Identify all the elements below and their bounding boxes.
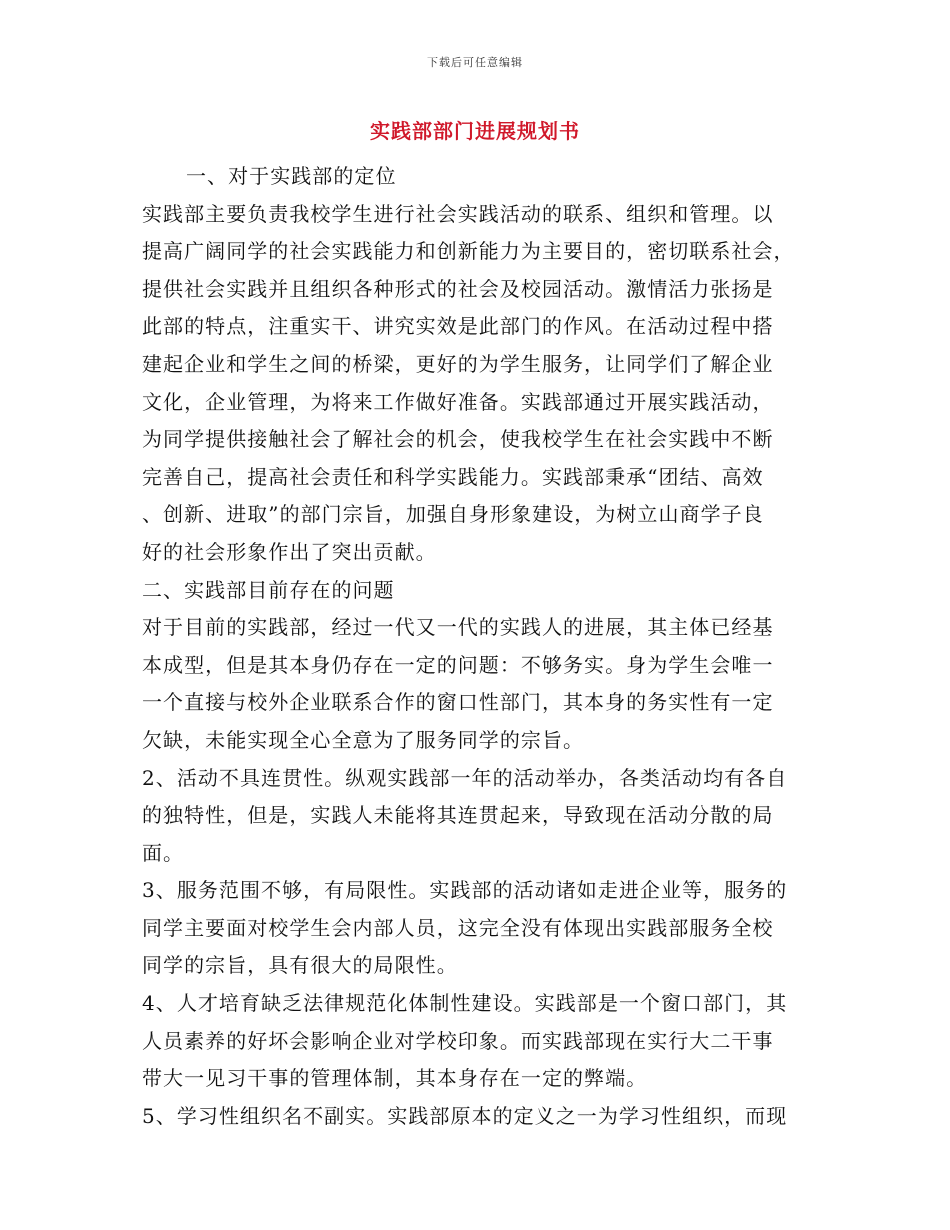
text-line: 文化，企业管理，为将来工作做好准备。实践部通过开展实践活动， xyxy=(142,389,774,414)
text-line: 对于目前的实践部，经过一代又一代的实践人的进展，其主体已经基 xyxy=(142,615,774,640)
text-line: 为同学提供接触社会了解社会的机会，使我校学生在社会实践中不断 xyxy=(142,427,774,452)
text-line: 3、服务范围不够，有局限性。实践部的活动诸如走进企业等，服务的 xyxy=(142,878,788,903)
text-line: 同学主要面对校学生会内部人员，这完全没有体现出实践部服务全校 xyxy=(142,915,774,940)
text-line: 提高广阔同学的社会实践能力和创新能力为主要目的，密切联系社会， xyxy=(142,239,795,264)
text-line: 此部的特点，注重实干、讲究实效是此部门的作风。在活动过程中搭 xyxy=(142,314,774,339)
text-line: 5、学习性组织名不副实。实践部原本的定义之一为学习性组织，而现 xyxy=(142,1103,788,1128)
text-line: 2、活动不具连贯性。纵观实践部一年的活动举办，各类活动均有各自 xyxy=(142,765,788,790)
text-line: 面。 xyxy=(142,840,185,865)
text-line: 好的社会形象作出了突出贡献。 xyxy=(142,539,437,564)
header-note: 下载后可任意编辑 xyxy=(427,56,523,69)
text-line: 带大一见习干事的管理体制，其本身存在一定的弊端。 xyxy=(142,1066,648,1091)
text-line: 4、人才培育缺乏法律规范化体制性建设。实践部是一个窗口部门，其 xyxy=(142,991,788,1016)
text-line: 、创新、进取”的部门宗旨，加强自身形象建设，为树立山商学子良 xyxy=(142,502,764,527)
text-line: 提供社会实践并且组织各种形式的社会及校园活动。激情活力张扬是 xyxy=(142,276,774,301)
text-line: 同学的宗旨，具有很大的局限性。 xyxy=(142,953,458,978)
text-line: 完善自己，提高社会责任和科学实践能力。实践部秉承“团结、高效 xyxy=(142,464,764,489)
text-line: 实践部主要负责我校学生进行社会实践活动的联系、组织和管理。以 xyxy=(142,201,774,226)
text-line: 欠缺，未能实现全心全意为了服务同学的宗旨。 xyxy=(142,727,585,752)
text-line: 的独特性，但是，实践人未能将其连贯起来，导致现在活动分散的局 xyxy=(142,803,774,828)
text-line: 人员素养的好坏会影响企业对学校印象。而实践部现在实行大二干事 xyxy=(142,1028,774,1053)
text-line: 建起企业和学生之间的桥梁，更好的为学生服务，让同学们了解企业 xyxy=(142,351,774,376)
text-line: 一个直接与校外企业联系合作的窗口性部门，其本身的务实性有一定 xyxy=(142,690,774,715)
document-title: 实践部部门进展规划书 xyxy=(370,119,580,143)
document-body xyxy=(142,158,808,1135)
text-line: 本成型，但是其本身仍存在一定的问题：不够务实。身为学生会唯一 xyxy=(142,652,774,677)
section-heading-1: 一、对于实践部的定位 xyxy=(186,164,397,188)
section-heading-2: 二、实践部目前存在的问题 xyxy=(142,577,395,602)
